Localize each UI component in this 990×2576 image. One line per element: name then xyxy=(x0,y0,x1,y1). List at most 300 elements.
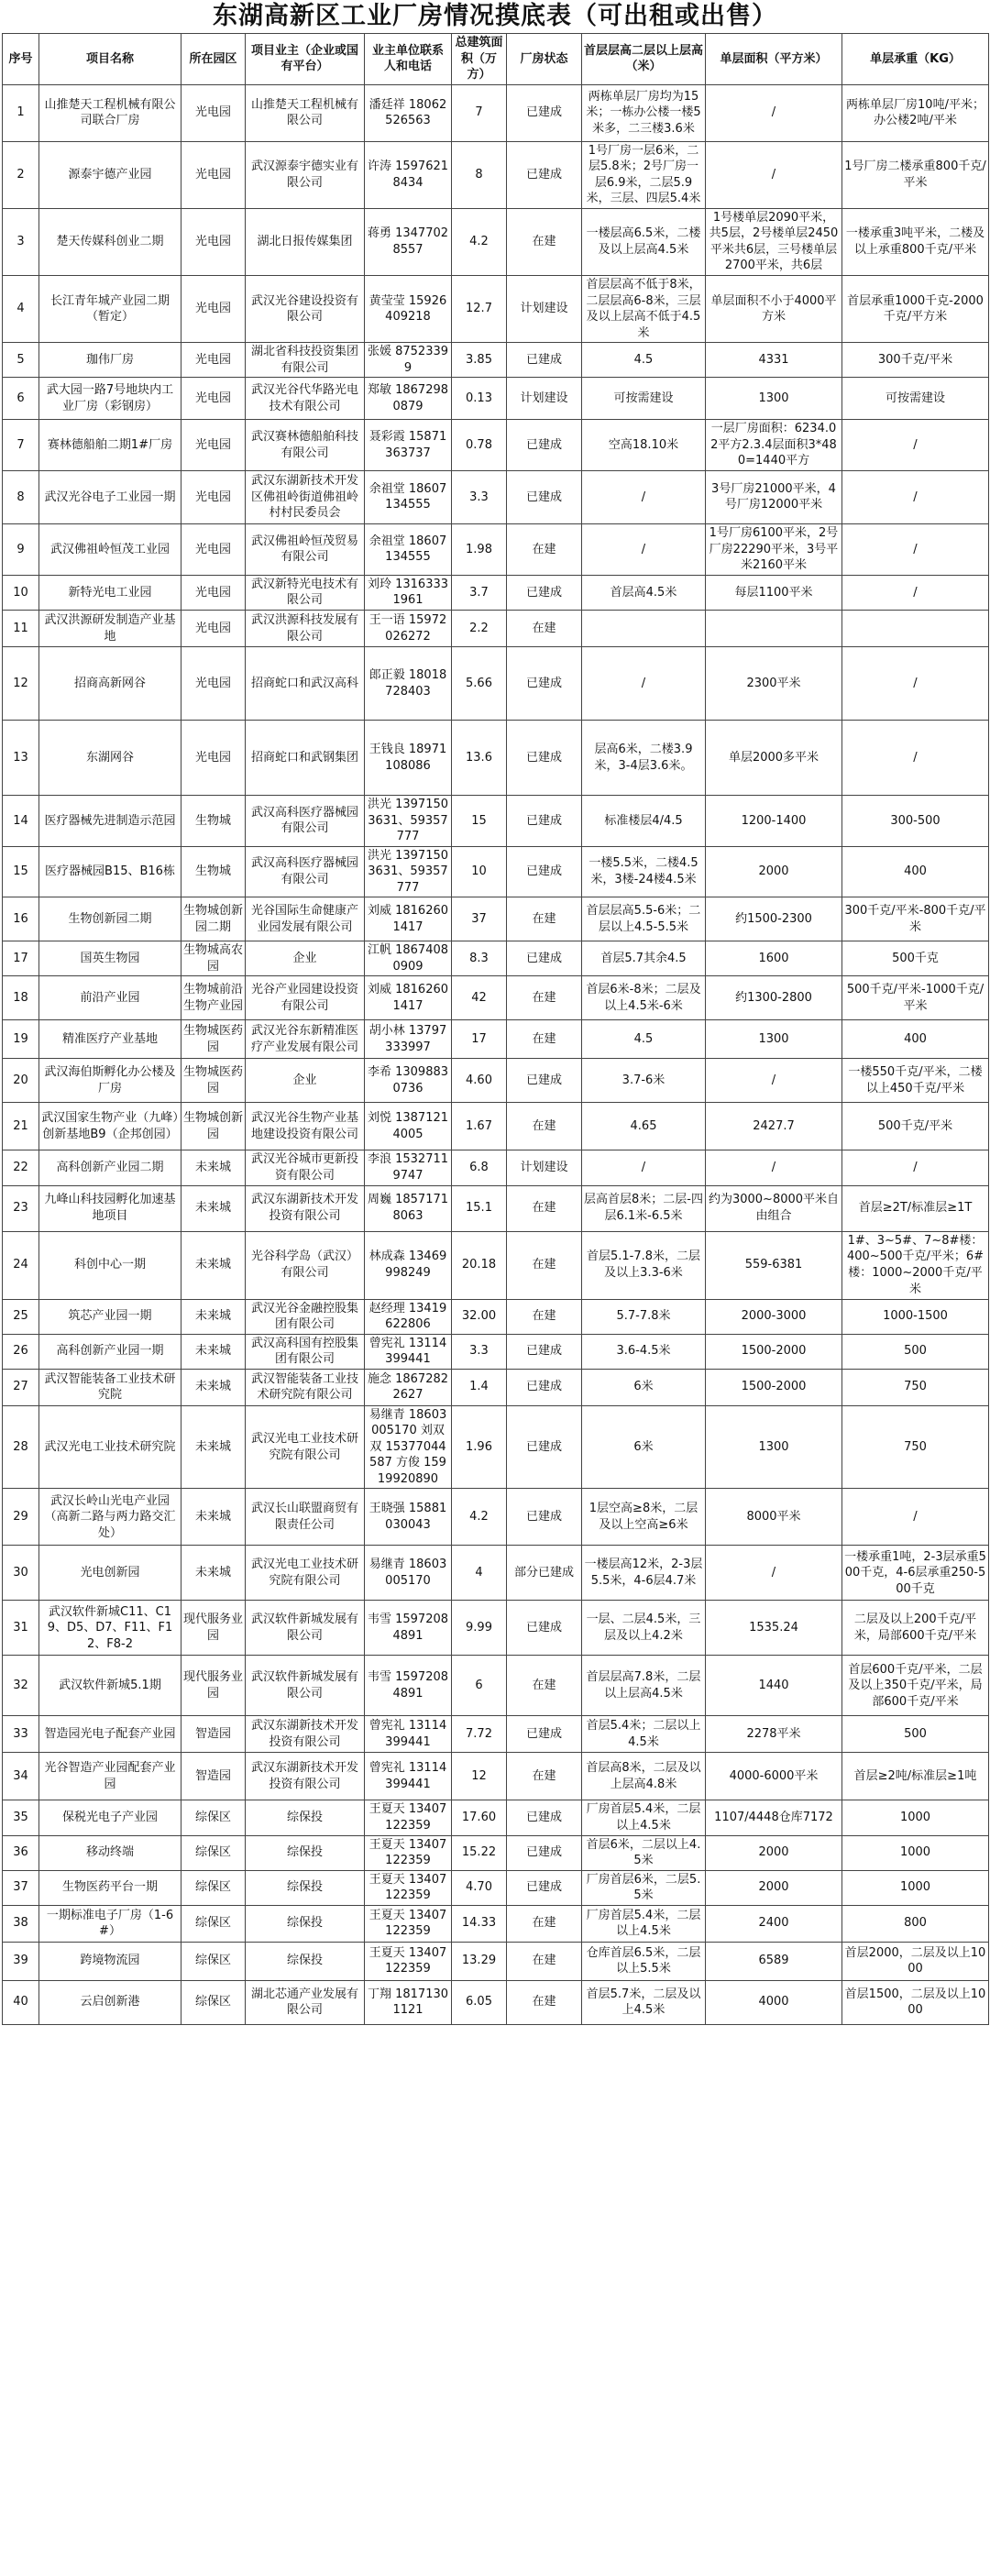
cell-unit-area: 4000-6000平米 xyxy=(706,1753,842,1800)
cell-status: 已建成 xyxy=(507,846,582,897)
cell-contact: 王夏天 13407122359 xyxy=(365,1870,452,1905)
cell-load-bearing: 750 xyxy=(842,1369,989,1405)
cell-floor-height: / xyxy=(582,647,706,721)
cell-status: 在建 xyxy=(507,611,582,647)
cell-floor-area: 13.29 xyxy=(452,1942,507,1980)
cell-owner: 招商蛇口和武汉高科 xyxy=(246,647,365,721)
cell-contact: 曾宪礼 13114399441 xyxy=(365,1716,452,1753)
cell-park: 未来城 xyxy=(182,1299,246,1334)
page-title: 东湖高新区工业厂房情况摸底表（可出租或出售） xyxy=(213,2,777,30)
cell-contact: 易继青 18603005170 xyxy=(365,1546,452,1601)
cell-unit-area: 1300 xyxy=(706,1405,842,1489)
cell-load-bearing: 1000 xyxy=(842,1835,989,1870)
table-row xyxy=(3,1103,989,1150)
cell-project-name: 武汉海伯斯孵化办公楼及厂房 xyxy=(39,1059,182,1103)
cell-load-bearing: 500 xyxy=(842,1334,989,1369)
cell-status: 已建成 xyxy=(507,141,582,208)
cell-status: 已建成 xyxy=(507,1601,582,1656)
cell-project-name: 智造园光电子配套产业园 xyxy=(39,1716,182,1753)
cell-contact: 郎正毅 18018728403 xyxy=(365,647,452,721)
cell-park: 光电园 xyxy=(182,647,246,721)
cell-status: 已建成 xyxy=(507,1835,582,1870)
cell-index: 23 xyxy=(3,1185,39,1231)
header-owner: 项目业主（企业或国有平台） xyxy=(246,34,365,85)
cell-load-bearing: / xyxy=(842,523,989,575)
cell-load-bearing: 首层1500，二层及以上1000 xyxy=(842,1980,989,2024)
cell-load-bearing: / xyxy=(842,1150,989,1185)
cell-unit-area: 单层2000多平米 xyxy=(706,721,842,796)
cell-owner: 武汉高科医疗器械园有限公司 xyxy=(246,846,365,897)
table-row xyxy=(3,1231,989,1299)
cell-unit-area: 1440 xyxy=(706,1656,842,1716)
cell-project-name: 武汉智能装备工业技术研究院 xyxy=(39,1369,182,1405)
cell-load-bearing: 首层≥2吨/标准层≥1吨 xyxy=(842,1753,989,1800)
cell-owner: 武汉东湖新技术开发投资有限公司 xyxy=(246,1185,365,1231)
cell-contact: 曾宪礼 13114399441 xyxy=(365,1753,452,1800)
table-row xyxy=(3,1369,989,1405)
cell-floor-area: 6.05 xyxy=(452,1980,507,2024)
cell-owner: 招商蛇口和武钢集团 xyxy=(246,721,365,796)
header-unit-area: 单层面积（平方米） xyxy=(706,34,842,85)
cell-contact: 刘玲 13163331961 xyxy=(365,575,452,610)
cell-load-bearing: 二层及以上200千克/平米，局部600千克/平米 xyxy=(842,1601,989,1656)
table-row xyxy=(3,1601,989,1656)
cell-project-name: 高科创新产业园一期 xyxy=(39,1334,182,1369)
cell-park: 现代服务业园 xyxy=(182,1601,246,1656)
cell-project-name: 跨境物流园 xyxy=(39,1942,182,1980)
cell-floor-height: 4.5 xyxy=(582,1020,706,1059)
table-row xyxy=(3,84,989,141)
cell-status: 在建 xyxy=(507,523,582,575)
cell-park: 光电园 xyxy=(182,523,246,575)
cell-owner: 武汉光谷城市更新投资有限公司 xyxy=(246,1150,365,1185)
cell-project-name: 楚天传媒科创业二期 xyxy=(39,208,182,275)
cell-park: 生物城医药园 xyxy=(182,1020,246,1059)
cell-project-name: 武大园一路7号地块内工业厂房（彩钢房） xyxy=(39,378,182,420)
table-row xyxy=(3,1405,989,1489)
cell-status: 已建成 xyxy=(507,84,582,141)
cell-index: 37 xyxy=(3,1870,39,1905)
header-load-bearing: 单层承重（KG） xyxy=(842,34,989,85)
cell-contact: 聂彩霞 15871363737 xyxy=(365,420,452,471)
cell-contact: 王夏天 13407122359 xyxy=(365,1942,452,1980)
cell-status: 已建成 xyxy=(507,1716,582,1753)
cell-load-bearing: 400 xyxy=(842,1020,989,1059)
cell-park: 未来城 xyxy=(182,1546,246,1601)
cell-floor-height: 首层5.7米，二层及以上4.5米 xyxy=(582,1980,706,2024)
cell-unit-area: 559-6381 xyxy=(706,1231,842,1299)
cell-unit-area: 6589 xyxy=(706,1942,842,1980)
cell-owner: 武汉软件新城发展有限公司 xyxy=(246,1656,365,1716)
cell-status: 已建成 xyxy=(507,941,582,976)
cell-load-bearing: 300-500 xyxy=(842,796,989,847)
cell-project-name: 武汉洪源研发制造产业基地 xyxy=(39,611,182,647)
cell-floor-height: 首层层高不低于8米，二层层高6-8米，三层及以上层高不低于4.5米 xyxy=(582,276,706,343)
cell-owner: 综保投 xyxy=(246,1835,365,1870)
cell-floor-area: 5.66 xyxy=(452,647,507,721)
cell-floor-height: 首层5.4米；二层以上4.5米 xyxy=(582,1716,706,1753)
cell-status: 在建 xyxy=(507,208,582,275)
cell-floor-height: 厂房首层6米，二层5.5米 xyxy=(582,1870,706,1905)
cell-contact: 王夏天 13407122359 xyxy=(365,1800,452,1835)
table-row xyxy=(3,1059,989,1103)
table-row xyxy=(3,575,989,610)
table-row xyxy=(3,1800,989,1835)
cell-floor-height: 首层5.1-7.8米，二层及以上3.3-6米 xyxy=(582,1231,706,1299)
cell-status: 在建 xyxy=(507,1905,582,1942)
cell-park: 综保区 xyxy=(182,1835,246,1870)
table-row xyxy=(3,1870,989,1905)
cell-contact: 王夏天 13407122359 xyxy=(365,1835,452,1870)
cell-status: 在建 xyxy=(507,1980,582,2024)
cell-load-bearing: 1000 xyxy=(842,1870,989,1905)
cell-contact: 蒋勇 13477028557 xyxy=(365,208,452,275)
cell-contact: 郑敏 18672980879 xyxy=(365,378,452,420)
cell-floor-area: 3.85 xyxy=(452,343,507,378)
cell-project-name: 移动终端 xyxy=(39,1835,182,1870)
cell-contact: 洪光 13971503631、59357777 xyxy=(365,796,452,847)
cell-contact: 韦雪 15972084891 xyxy=(365,1601,452,1656)
cell-floor-height: 4.65 xyxy=(582,1103,706,1150)
table-row xyxy=(3,470,989,523)
cell-index: 24 xyxy=(3,1231,39,1299)
cell-owner: 武汉光谷金融控股集团有限公司 xyxy=(246,1299,365,1334)
cell-floor-area: 1.4 xyxy=(452,1369,507,1405)
cell-project-name: 光谷智造产业园配套产业园 xyxy=(39,1753,182,1800)
cell-index: 17 xyxy=(3,941,39,976)
cell-project-name: 武汉光电工业技术研究院 xyxy=(39,1405,182,1489)
cell-contact: 刘悦 13871214005 xyxy=(365,1103,452,1150)
cell-status: 计划建设 xyxy=(507,276,582,343)
cell-owner: 武汉光电工业技术研究院有限公司 xyxy=(246,1405,365,1489)
cell-status: 在建 xyxy=(507,1299,582,1334)
cell-park: 光电园 xyxy=(182,141,246,208)
cell-contact: 刘威 18162601417 xyxy=(365,976,452,1020)
cell-floor-height: 空高18.10米 xyxy=(582,420,706,471)
cell-park: 未来城 xyxy=(182,1185,246,1231)
cell-park: 生物城前沿生物产业园 xyxy=(182,976,246,1020)
cell-status: 计划建设 xyxy=(507,1150,582,1185)
cell-owner: 武汉东湖新技术开发区佛祖岭街道佛祖岭村村民委员会 xyxy=(246,470,365,523)
cell-load-bearing: 首层2000，二层及以上1000 xyxy=(842,1942,989,1980)
cell-load-bearing: / xyxy=(842,575,989,610)
cell-load-bearing: / xyxy=(842,470,989,523)
cell-index: 27 xyxy=(3,1369,39,1405)
cell-project-name: 东湖网谷 xyxy=(39,721,182,796)
cell-floor-height: 4.5 xyxy=(582,343,706,378)
cell-index: 19 xyxy=(3,1020,39,1059)
cell-floor-height: 首层6米，二层以上4.5米 xyxy=(582,1835,706,1870)
cell-unit-area: 1500-2000 xyxy=(706,1334,842,1369)
cell-floor-area: 1.96 xyxy=(452,1405,507,1489)
cell-park: 光电园 xyxy=(182,84,246,141)
factory-table xyxy=(2,33,989,2025)
table-row xyxy=(3,1980,989,2024)
cell-index: 6 xyxy=(3,378,39,420)
cell-park: 生物城高农园 xyxy=(182,941,246,976)
cell-floor-height: 一楼层高12米，2-3层5.5米，4-6层4.7米 xyxy=(582,1546,706,1601)
cell-project-name: 九峰山科技园孵化加速基地项目 xyxy=(39,1185,182,1231)
cell-owner: 武汉光谷建设投资有限公司 xyxy=(246,276,365,343)
cell-load-bearing: 300千克/平米 xyxy=(842,343,989,378)
cell-unit-area: 2000 xyxy=(706,1870,842,1905)
cell-unit-area: 4000 xyxy=(706,1980,842,2024)
cell-load-bearing: 1000-1500 xyxy=(842,1299,989,1334)
cell-contact: 江帆 18674080909 xyxy=(365,941,452,976)
cell-index: 21 xyxy=(3,1103,39,1150)
cell-project-name: 高科创新产业园二期 xyxy=(39,1150,182,1185)
cell-index: 14 xyxy=(3,796,39,847)
cell-park: 光电园 xyxy=(182,575,246,610)
cell-contact: 潘廷祥 18062526563 xyxy=(365,84,452,141)
cell-owner: 武汉佛祖岭恒茂贸易有限公司 xyxy=(246,523,365,575)
table-row xyxy=(3,721,989,796)
cell-park: 光电园 xyxy=(182,470,246,523)
cell-floor-height xyxy=(582,611,706,647)
cell-floor-area: 6.8 xyxy=(452,1150,507,1185)
cell-owner: 光谷国际生命健康产业园发展有限公司 xyxy=(246,897,365,941)
table-row xyxy=(3,276,989,343)
cell-index: 3 xyxy=(3,208,39,275)
cell-owner: 湖北芯通产业发展有限公司 xyxy=(246,1980,365,2024)
cell-status: 已建成 xyxy=(507,1489,582,1546)
cell-index: 16 xyxy=(3,897,39,941)
cell-floor-area: 13.6 xyxy=(452,721,507,796)
cell-owner: 企业 xyxy=(246,941,365,976)
cell-floor-area: 3.3 xyxy=(452,470,507,523)
cell-contact: 韦雪 15972084891 xyxy=(365,1656,452,1716)
cell-floor-height: 仓库首层6.5米，二层以上5.5米 xyxy=(582,1942,706,1980)
cell-project-name: 科创中心一期 xyxy=(39,1231,182,1299)
table-row xyxy=(3,846,989,897)
cell-index: 28 xyxy=(3,1405,39,1489)
cell-floor-height: 5.7-7.8米 xyxy=(582,1299,706,1334)
cell-park: 现代服务业园 xyxy=(182,1656,246,1716)
cell-park: 光电园 xyxy=(182,343,246,378)
cell-owner: 武汉光电工业技术研究院有限公司 xyxy=(246,1546,365,1601)
cell-unit-area: 1300 xyxy=(706,1020,842,1059)
cell-project-name: 新特光电工业园 xyxy=(39,575,182,610)
table-row xyxy=(3,1716,989,1753)
cell-status: 已建成 xyxy=(507,1334,582,1369)
table-row xyxy=(3,420,989,471)
cell-contact: 赵经理 13419622806 xyxy=(365,1299,452,1334)
cell-owner: 武汉源泰宇德实业有限公司 xyxy=(246,141,365,208)
cell-project-name: 国英生物园 xyxy=(39,941,182,976)
cell-contact: 易继青 18603005170 刘双双 15377044587 方俊 15919920890 xyxy=(365,1405,452,1489)
table-row xyxy=(3,141,989,208)
cell-unit-area: 2278平米 xyxy=(706,1716,842,1753)
cell-status: 已建成 xyxy=(507,721,582,796)
cell-contact: 胡小林 13797333997 xyxy=(365,1020,452,1059)
cell-project-name: 武汉佛祖岭恒茂工业园 xyxy=(39,523,182,575)
cell-index: 2 xyxy=(3,141,39,208)
cell-load-bearing: / xyxy=(842,647,989,721)
cell-unit-area: 1号厂房6100平米，2号厂房22290平米，3号平米2160平米 xyxy=(706,523,842,575)
table-row xyxy=(3,976,989,1020)
cell-project-name: 一期标准电子厂房（1-6#） xyxy=(39,1905,182,1942)
cell-unit-area: 约1500-2300 xyxy=(706,897,842,941)
cell-load-bearing: / xyxy=(842,420,989,471)
cell-floor-area: 1.67 xyxy=(452,1103,507,1150)
cell-floor-area: 4 xyxy=(452,1546,507,1601)
cell-park: 未来城 xyxy=(182,1369,246,1405)
cell-index: 35 xyxy=(3,1800,39,1835)
cell-project-name: 武汉软件新城C11、C19、D5、D7、F11、F12、F8-2 xyxy=(39,1601,182,1656)
cell-park: 智造园 xyxy=(182,1753,246,1800)
cell-contact: 余祖堂 18607134555 xyxy=(365,470,452,523)
cell-owner: 综保投 xyxy=(246,1870,365,1905)
cell-load-bearing: 300千克/平米-800千克/平米 xyxy=(842,897,989,941)
cell-project-name: 招商高新网谷 xyxy=(39,647,182,721)
cell-floor-height: / xyxy=(582,1150,706,1185)
cell-floor-height: 层高6米，二楼3.9米，3-4层3.6米。 xyxy=(582,721,706,796)
cell-owner: 武汉光谷生物产业基地建设投资有限公司 xyxy=(246,1103,365,1150)
cell-load-bearing: 500千克/平米-1000千克/平米 xyxy=(842,976,989,1020)
cell-floor-area: 17.60 xyxy=(452,1800,507,1835)
table-row xyxy=(3,1299,989,1334)
cell-project-name: 精准医疗产业基地 xyxy=(39,1020,182,1059)
cell-index: 8 xyxy=(3,470,39,523)
cell-project-name: 赛林德船舶二期1#厂房 xyxy=(39,420,182,471)
cell-floor-height: 厂房首层5.4米，二层以上4.5米 xyxy=(582,1800,706,1835)
cell-owner: 综保投 xyxy=(246,1942,365,1980)
cell-load-bearing: 一楼550千克/平米，二楼以上450千克/平米 xyxy=(842,1059,989,1103)
cell-contact: 王晓强 15881030043 xyxy=(365,1489,452,1546)
cell-floor-area: 8.3 xyxy=(452,941,507,976)
cell-project-name: 武汉长岭山光电产业园（高新二路与两力路交汇处） xyxy=(39,1489,182,1546)
cell-load-bearing: 首层承重1000千克-2000千克/平方米 xyxy=(842,276,989,343)
cell-project-name: 生物创新园二期 xyxy=(39,897,182,941)
table-row xyxy=(3,941,989,976)
cell-status: 已建成 xyxy=(507,647,582,721)
cell-floor-area: 42 xyxy=(452,976,507,1020)
cell-load-bearing: 两栋单层厂房10吨/平米；办公楼2吨/平米 xyxy=(842,84,989,141)
cell-owner: 综保投 xyxy=(246,1905,365,1942)
cell-contact: 张媛 87523399 xyxy=(365,343,452,378)
cell-floor-area: 12.7 xyxy=(452,276,507,343)
cell-floor-height: 首层层高5.5-6米；二层以上4.5-5.5米 xyxy=(582,897,706,941)
cell-floor-area: 7.72 xyxy=(452,1716,507,1753)
cell-contact: 洪光 13971503631、59357777 xyxy=(365,846,452,897)
cell-status: 已建成 xyxy=(507,1405,582,1489)
cell-status: 在建 xyxy=(507,1020,582,1059)
cell-index: 20 xyxy=(3,1059,39,1103)
cell-floor-area: 3.7 xyxy=(452,575,507,610)
cell-unit-area: 3号厂房21000平米，4号厂房12000平米 xyxy=(706,470,842,523)
table-row xyxy=(3,1835,989,1870)
cell-floor-area: 9.99 xyxy=(452,1601,507,1656)
cell-index: 9 xyxy=(3,523,39,575)
cell-floor-height: / xyxy=(582,523,706,575)
cell-unit-area: 2000 xyxy=(706,1835,842,1870)
cell-floor-area: 7 xyxy=(452,84,507,141)
cell-index: 4 xyxy=(3,276,39,343)
cell-load-bearing: 500千克 xyxy=(842,941,989,976)
cell-load-bearing: / xyxy=(842,1489,989,1546)
cell-unit-area: 1535.24 xyxy=(706,1601,842,1656)
cell-floor-height: 厂房首层5.4米，二层以上4.5米 xyxy=(582,1905,706,1942)
cell-park: 生物城 xyxy=(182,846,246,897)
cell-load-bearing: 500千克/平米 xyxy=(842,1103,989,1150)
cell-floor-height: 3.6-4.5米 xyxy=(582,1334,706,1369)
header-floor-area: 总建筑面积（万方） xyxy=(452,34,507,85)
cell-unit-area: 1200-1400 xyxy=(706,796,842,847)
cell-unit-area: 每层1100平米 xyxy=(706,575,842,610)
cell-unit-area: 2400 xyxy=(706,1905,842,1942)
cell-status: 在建 xyxy=(507,1753,582,1800)
cell-load-bearing: 一楼承重3吨平米，二楼及以上承重800千克/平米 xyxy=(842,208,989,275)
cell-owner: 武汉软件新城发展有限公司 xyxy=(246,1601,365,1656)
cell-contact: 王一语 15972026272 xyxy=(365,611,452,647)
table-row xyxy=(3,208,989,275)
cell-unit-area: / xyxy=(706,1546,842,1601)
cell-load-bearing xyxy=(842,611,989,647)
cell-owner: 武汉长山联盟商贸有限责任公司 xyxy=(246,1489,365,1546)
cell-park: 生物城 xyxy=(182,796,246,847)
cell-index: 36 xyxy=(3,1835,39,1870)
cell-floor-height: 可按需建设 xyxy=(582,378,706,420)
table-row xyxy=(3,1656,989,1716)
cell-park: 综保区 xyxy=(182,1980,246,2024)
cell-project-name: 保税光电子产业园 xyxy=(39,1800,182,1835)
cell-index: 29 xyxy=(3,1489,39,1546)
cell-owner: 武汉智能装备工业技术研究院有限公司 xyxy=(246,1369,365,1405)
cell-park: 光电园 xyxy=(182,721,246,796)
cell-contact: 林成森 13469998249 xyxy=(365,1231,452,1299)
cell-park: 智造园 xyxy=(182,1716,246,1753)
cell-project-name: 武汉光谷电子工业园一期 xyxy=(39,470,182,523)
cell-index: 15 xyxy=(3,846,39,897)
cell-status: 在建 xyxy=(507,976,582,1020)
cell-project-name: 源泰宇德产业园 xyxy=(39,141,182,208)
cell-floor-height: 1号厂房一层6米，二层5.8米；2号厂房一层6.9米，二层5.9米，三层、四层5.4米 xyxy=(582,141,706,208)
header-floor-height: 首层层高二层以上层高（米） xyxy=(582,34,706,85)
cell-floor-height: 首层层高7.8米，二层以上层高4.5米 xyxy=(582,1656,706,1716)
cell-unit-area: 1号楼单层2090平米，共5层，2号楼单层2450平米共6层，三号楼单层2700平米，共6层 xyxy=(706,208,842,275)
cell-owner: 山推楚天工程机械有限公司 xyxy=(246,84,365,141)
cell-park: 综保区 xyxy=(182,1800,246,1835)
cell-floor-area: 20.18 xyxy=(452,1231,507,1299)
cell-contact: 刘威 18162601417 xyxy=(365,897,452,941)
cell-status: 已建成 xyxy=(507,1059,582,1103)
cell-park: 生物城创新园 xyxy=(182,1103,246,1150)
cell-park: 生物城医药园 xyxy=(182,1059,246,1103)
table-row xyxy=(3,1546,989,1601)
cell-floor-height: 6米 xyxy=(582,1405,706,1489)
cell-park: 光电园 xyxy=(182,611,246,647)
cell-index: 13 xyxy=(3,721,39,796)
cell-owner: 武汉光谷代华路光电技术有限公司 xyxy=(246,378,365,420)
cell-index: 5 xyxy=(3,343,39,378)
cell-floor-area: 4.2 xyxy=(452,1489,507,1546)
cell-contact: 王夏天 13407122359 xyxy=(365,1905,452,1942)
cell-floor-area: 14.33 xyxy=(452,1905,507,1942)
cell-floor-area: 2.2 xyxy=(452,611,507,647)
header-park: 所在园区 xyxy=(182,34,246,85)
cell-status: 已建成 xyxy=(507,1800,582,1835)
cell-park: 未来城 xyxy=(182,1489,246,1546)
cell-floor-height: 1层空高≥8米，二层及以上空高≥6米 xyxy=(582,1489,706,1546)
cell-owner: 湖北省科技投资集团有限公司 xyxy=(246,343,365,378)
cell-park: 光电园 xyxy=(182,420,246,471)
cell-floor-height: 一楼层高6.5米，二楼及以上层高4.5米 xyxy=(582,208,706,275)
cell-unit-area: 1500-2000 xyxy=(706,1369,842,1405)
cell-floor-area: 15 xyxy=(452,796,507,847)
cell-floor-area: 17 xyxy=(452,1020,507,1059)
cell-park: 未来城 xyxy=(182,1405,246,1489)
cell-floor-height: 层高首层8米；二层-四层6.1米-6.5米 xyxy=(582,1185,706,1231)
